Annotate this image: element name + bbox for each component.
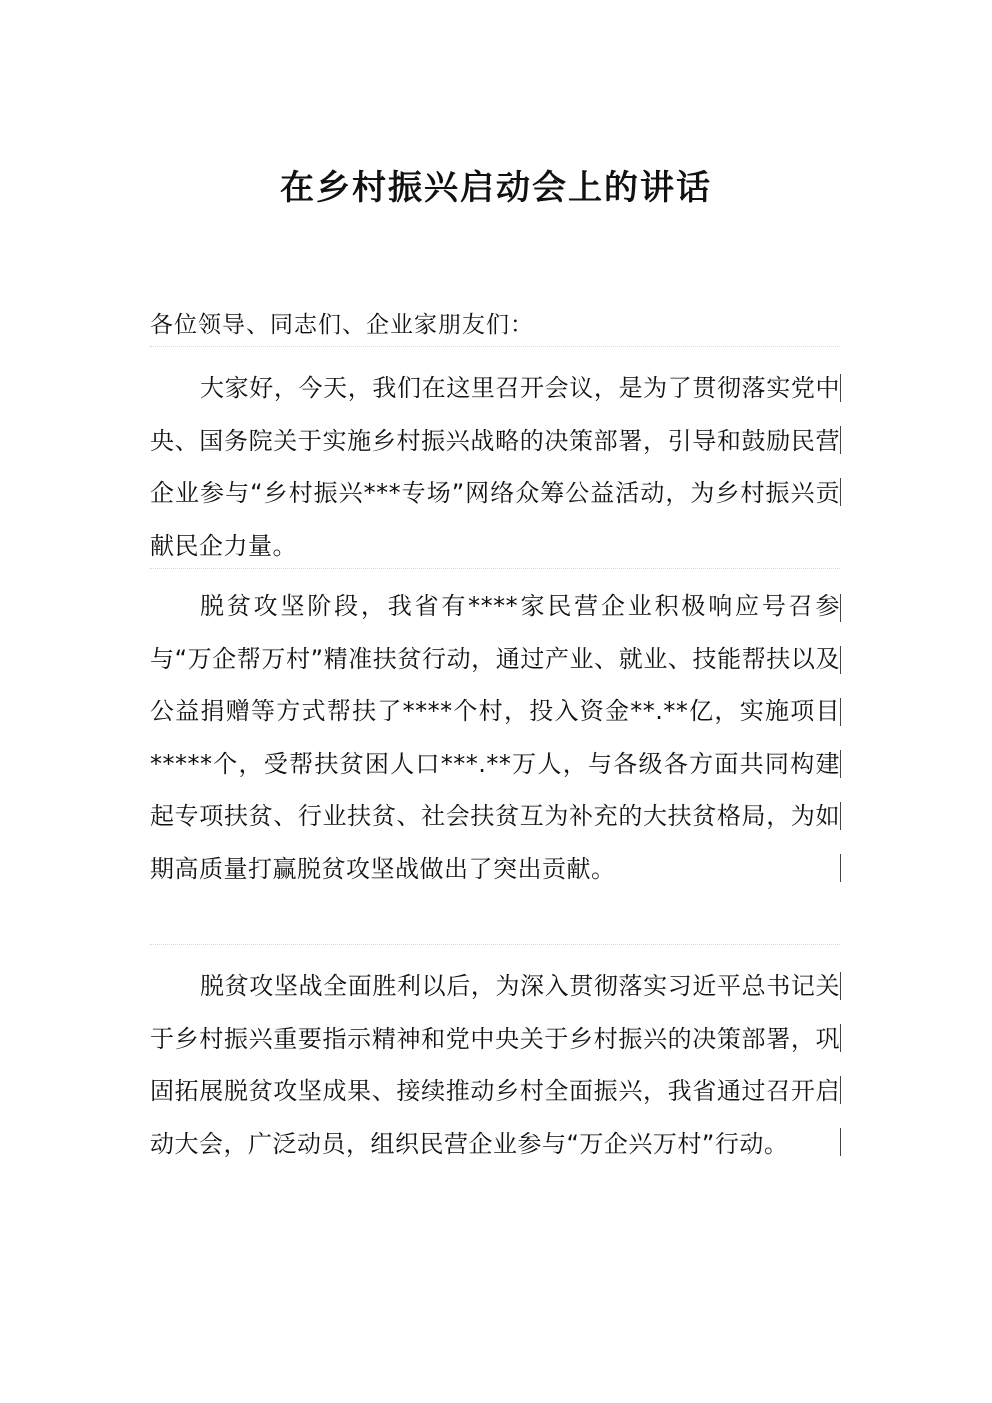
divider: [150, 568, 840, 569]
margin-mark: [840, 594, 841, 622]
document-title: 在乡村振兴启动会上的讲话: [280, 168, 712, 208]
margin-mark: [840, 750, 841, 778]
salutation: 各位领导、同志们、企业家朋友们：: [150, 312, 534, 338]
margin-mark: [840, 1128, 841, 1156]
paragraph-1: 大家好，今天，我们在这里召开会议，是为了贯彻落实党中央、国务院关于实施乡村振兴战略的决策部署，引导和鼓励民营企业参与“乡村振兴***专场”网络众筹公益活动，为乡村振兴贡献民企力量。: [150, 374, 840, 560]
divider: [150, 346, 840, 347]
margin-mark: [840, 698, 841, 726]
margin-mark: [840, 646, 841, 674]
margin-mark: [840, 1076, 841, 1104]
margin-mark: [840, 972, 841, 1000]
paragraph-2: 脱贫攻坚阶段，我省有****家民营企业积极响应号召参与“万企帮万村”精准扶贫行动，通过产业、就业、技能帮扶以及公益捐赠等方式帮扶了****个村，投入资金**.**亿，实施项目*****个，受帮扶贫困人口***.**万人，与各级各方面共同构建起专项扶贫、行业扶贫、社会扶贫互为补充的大扶贫格局，为如期高质量打赢脱贫攻坚战做出了突出贡献。: [150, 592, 840, 883]
margin-mark: [840, 478, 841, 506]
margin-mark: [840, 374, 841, 402]
margin-mark: [840, 854, 841, 882]
margin-mark: [840, 426, 841, 454]
divider: [150, 944, 840, 945]
paragraph-3: 脱贫攻坚战全面胜利以后，为深入贯彻落实习近平总书记关于乡村振兴重要指示精神和党中央关于乡村振兴的决策部署，巩固拓展脱贫攻坚成果、接续推动乡村全面振兴，我省通过召开启动大会，广泛动员，组织民营企业参与“万企兴万村”行动。: [150, 972, 840, 1158]
margin-mark: [840, 802, 841, 830]
margin-mark: [840, 1024, 841, 1052]
